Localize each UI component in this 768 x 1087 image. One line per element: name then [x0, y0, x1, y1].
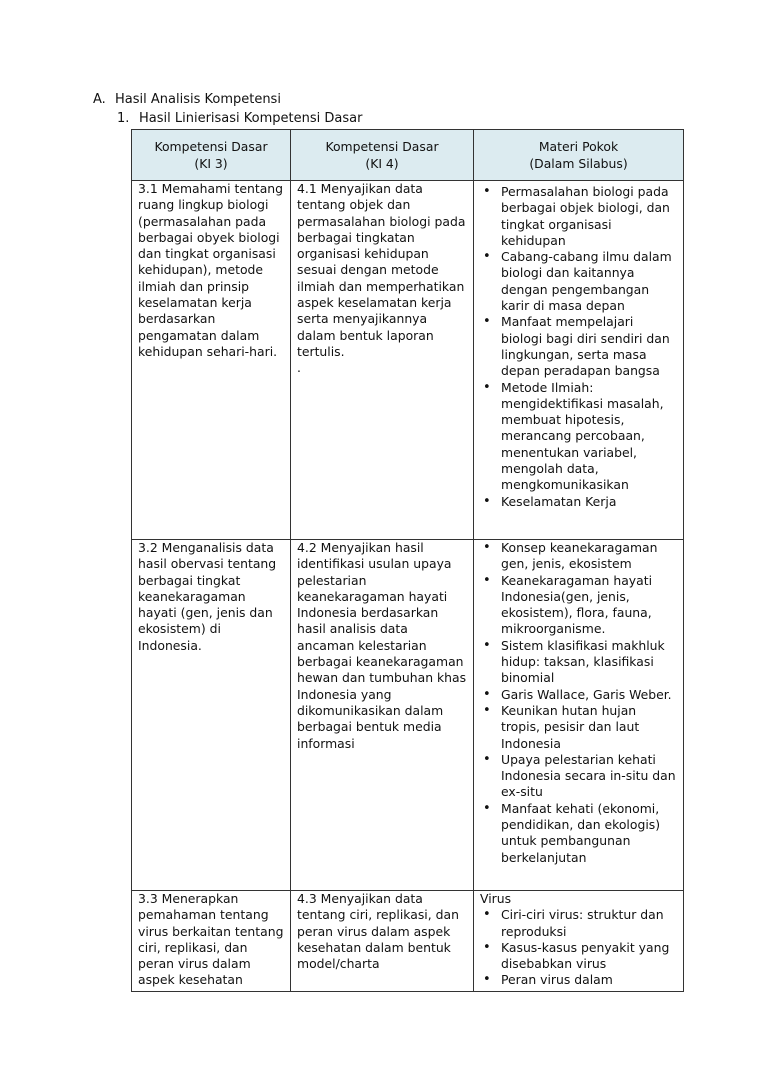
table-row	[132, 891, 684, 992]
cell-ki4: 4.3 Menyajikan data tentang ciri, replikasi, dan peran virus dalam aspek kesehatan dalam bentuk model/charta	[291, 891, 474, 992]
list-item: • Cabang-cabang ilmu dalam biologi dan kaitannya dengan pengembangan karir di masa depan	[480, 249, 678, 314]
cell-ki4: 4.2 Menyajikan hasil identifikasi usulan upaya pelestarian keanekaragaman hayati Indonesia berdasarkan hasil analisis data ancaman kelestarian berbagai keanekaragaman hewan dan tumbuhan khas Indonesia yang dikomunikasikan dalam berbagai bentuk media informasi	[291, 540, 474, 891]
materi-list	[480, 540, 678, 866]
cell-ki3: 3.3 Menerapkan pemahaman tentang virus berkaitan tentang ciri, replikasi, dan peran virus dalam aspek kesehatan	[132, 891, 291, 992]
list-item: • Permasalahan biologi pada berbagai objek biologi, dan tingkat organisasi kehidupan	[480, 184, 678, 249]
list-item: • Ciri-ciri virus: struktur dan reproduksi	[480, 907, 678, 940]
list-item: • Garis Wallace, Garis Weber.	[480, 687, 678, 703]
competency-table	[131, 129, 684, 992]
section-marker: A.	[93, 92, 106, 107]
cell-ki3: 3.2 Menganalisis data hasil obervasi tentang berbagai tingkat keanekaragaman hayati (gen, jenis dan ekosistem) di Indonesia.	[132, 540, 291, 891]
list-item: • Manfaat mempelajari biologi bagi diri sendiri dan lingkungan, serta masa depan peradapan bangsa	[480, 314, 678, 379]
subsection-heading-1	[117, 111, 362, 126]
materi-heading: Virus	[480, 891, 512, 906]
materi-list	[480, 184, 678, 510]
list-item: • Keunikan hutan hujan tropis, pesisir dan laut Indonesia	[480, 703, 678, 752]
subsection-marker: 1.	[117, 111, 130, 126]
header-ki3: Kompetensi Dasar (KI 3)	[132, 130, 291, 181]
list-item: • Keanekaragaman hayati Indonesia(gen, jenis, ekosistem), flora, fauna, mikroorganisme.	[480, 573, 678, 638]
cell-ki3: 3.1 Memahami tentang ruang lingkup biologi (permasalahan pada berbagai obyek biologi dan tingkat organisasi kehidupan), metode ilmiah dan prinsip keselamatan kerja berdasarkan pengamatan dalam kehidupan sehari-hari.	[132, 181, 291, 540]
cell-materi	[474, 891, 684, 992]
cell-materi	[474, 181, 684, 540]
list-item: • Metode Ilmiah: mengidektifikasi masalah, membuat hipotesis, merancang percobaan, menentukan variabel, mengolah data, mengkomunikasikan	[480, 380, 678, 494]
table-row	[132, 181, 684, 540]
list-item: • Kasus-kasus penyakit yang disebabkan virus	[480, 940, 678, 973]
list-item: • Keselamatan Kerja	[480, 494, 678, 510]
cell-materi	[474, 540, 684, 891]
header-ki4: Kompetensi Dasar (KI 4)	[291, 130, 474, 181]
table-header-row	[132, 130, 684, 181]
cell-ki4: 4.1 Menyajikan data tentang objek dan permasalahan biologi pada berbagai tingkatan organisasi kehidupan sesuai dengan metode ilmiah dan memperhatikan aspek keselamatan kerja serta menyajikannya dalam bentuk laporan tertulis. .	[291, 181, 474, 540]
list-item: • Manfaat kehati (ekonomi, pendidikan, dan ekologis) untuk pembangunan berkelanjutan	[480, 801, 678, 866]
subsection-title: Hasil Linierisasi Kompetensi Dasar	[139, 111, 363, 126]
materi-list	[480, 907, 678, 988]
section-title: Hasil Analisis Kompetensi	[115, 92, 281, 107]
header-materi-pokok: Materi Pokok (Dalam Silabus)	[474, 130, 684, 181]
list-item: • Peran virus dalam	[480, 972, 678, 988]
list-item: • Upaya pelestarian kehati Indonesia secara in-situ dan ex-situ	[480, 752, 678, 801]
list-item: • Sistem klasifikasi makhluk hidup: taksan, klasifikasi binomial	[480, 638, 678, 687]
list-item: • Konsep keanekaragaman gen, jenis, ekosistem	[480, 540, 678, 573]
section-heading-a	[93, 92, 281, 107]
table-row	[132, 540, 684, 891]
